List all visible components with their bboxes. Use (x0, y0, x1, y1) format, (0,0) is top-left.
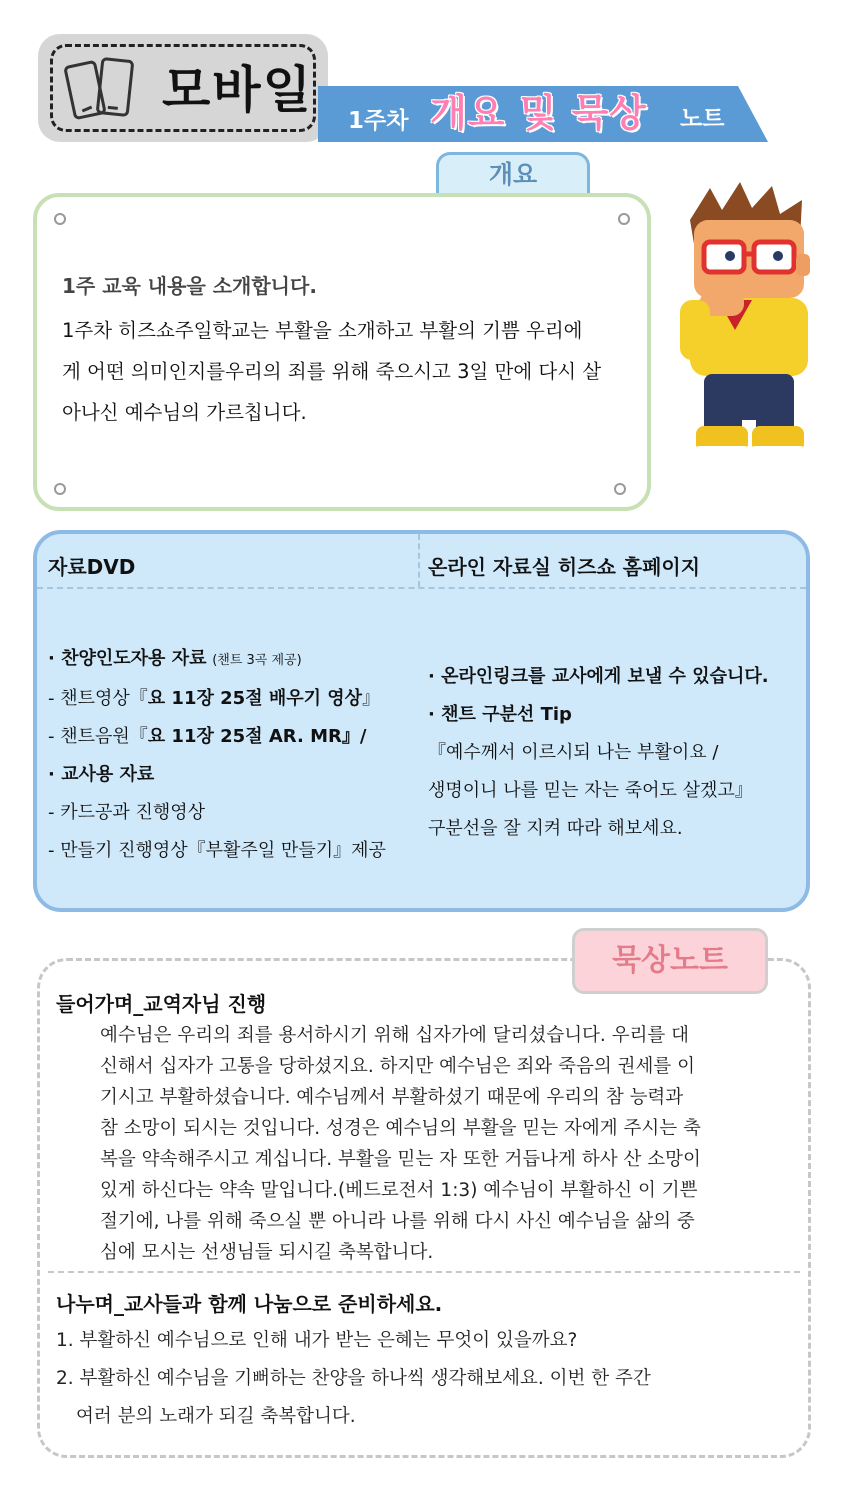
list-item: 2. 부활하신 예수님을 기뻐하는 찬양을 하나씩 생각해보세요. 이번 한 주간 (56, 1368, 651, 1389)
online-column (428, 658, 798, 848)
week-label: 1주차 (348, 108, 409, 134)
punch-hole (54, 213, 66, 225)
divider (37, 587, 806, 589)
divider (418, 534, 420, 587)
share-questions (56, 1322, 796, 1436)
list-item: · 찬양인도자용 자료 (챈트 3곡 제공) (48, 648, 302, 669)
list-item: · 온라인링크를 교사에게 보낼 수 있습니다. (428, 666, 769, 687)
list-item: 구분선을 잘 지켜 따라 해보세요. (428, 818, 683, 839)
phone-icon (64, 54, 138, 124)
intro-line: 예수님은 우리의 죄를 용서하시기 위해 십자가에 달리셨습니다. 우리를 대 (100, 1025, 690, 1046)
list-item: - 만들기 진행영상『부활주일 만들기』제공 (48, 840, 386, 861)
overview-line: 1주차 히즈쇼주일학교는 부활을 소개하고 부활의 기쁨 우리에 (62, 319, 583, 342)
materials-online-header: 온라인 자료실 히즈쇼 홈페이지 (428, 555, 701, 579)
intro-line: 복을 약속해주시고 계십니다. 부활을 믿는 자 또한 거듭나게 하사 산 소망이 (100, 1149, 701, 1170)
divider (48, 1271, 800, 1273)
list-item: - 챈트영상『요 11장 25절 배우기 영상』 (48, 688, 381, 709)
overview-line: 아나신 예수님의 가르칩니다. (62, 401, 307, 424)
page-title: 개요 및 묵상 (430, 91, 647, 135)
list-item: - 챈트음원『요 11장 25절 AR. MR』/ (48, 726, 367, 747)
character-illustration (660, 180, 832, 460)
overview-tab: 개요 (436, 152, 590, 196)
intro-body (100, 1020, 790, 1268)
overview-body (62, 310, 642, 433)
share-heading: 나누며_교사들과 함께 나눔으로 준비하세요. (56, 1292, 443, 1316)
materials-dvd-header: 자료DVD (48, 555, 136, 579)
note-label: 노트 (680, 106, 725, 132)
list-item: 여러 분의 노래가 되길 축복합니다. (76, 1406, 356, 1427)
intro-line: 심에 모시는 선생님들 되시길 축복합니다. (100, 1242, 434, 1263)
list-item: 생명이니 나를 믿는 자는 죽어도 살겠고』 (428, 780, 753, 801)
list-item: 『예수께서 이르시되 나는 부활이요 / (428, 742, 719, 763)
list-item: · 챈트 구분선 Tip (428, 704, 572, 725)
punch-hole (618, 213, 630, 225)
meditation-tab: 묵상노트 (572, 928, 768, 994)
intro-line: 참 소망이 되시는 것입니다. 성경은 예수님의 부활을 믿는 자에게 주시는 축 (100, 1118, 701, 1139)
list-item: · 교사용 자료 (48, 764, 155, 785)
intro-line: 절기에, 나를 위해 죽으실 뿐 아니라 나를 위해 다시 사신 예수님을 삶의 중 (100, 1211, 695, 1232)
overview-line: 게 어떤 의미인지를우리의 죄를 위해 죽으시고 3일 만에 다시 살 (62, 360, 602, 383)
dvd-column (48, 640, 418, 870)
intro-heading: 들어가며_교역자님 진행 (56, 992, 267, 1016)
badge-title: 모바일 (162, 61, 313, 119)
list-item: - 카드공과 진행영상 (48, 802, 206, 823)
overview-heading: 1주 교육 내용을 소개합니다. (62, 274, 317, 298)
punch-hole (614, 483, 626, 495)
intro-line: 신해서 십자가 고통을 당하셨지요. 하지만 예수님은 죄와 죽음의 권세를 이 (100, 1056, 695, 1077)
intro-line: 기시고 부활하셨습니다. 예수님께서 부활하셨기 때문에 우리의 참 능력과 (100, 1087, 684, 1108)
punch-hole (54, 483, 66, 495)
list-item: 1. 부활하신 예수님으로 인해 내가 받는 은혜는 무엇이 있을까요? (56, 1330, 578, 1351)
intro-line: 있게 하신다는 약속 말입니다.(베드로전서 1:3) 예수님이 부활하신 이 기쁜 (100, 1180, 698, 1201)
